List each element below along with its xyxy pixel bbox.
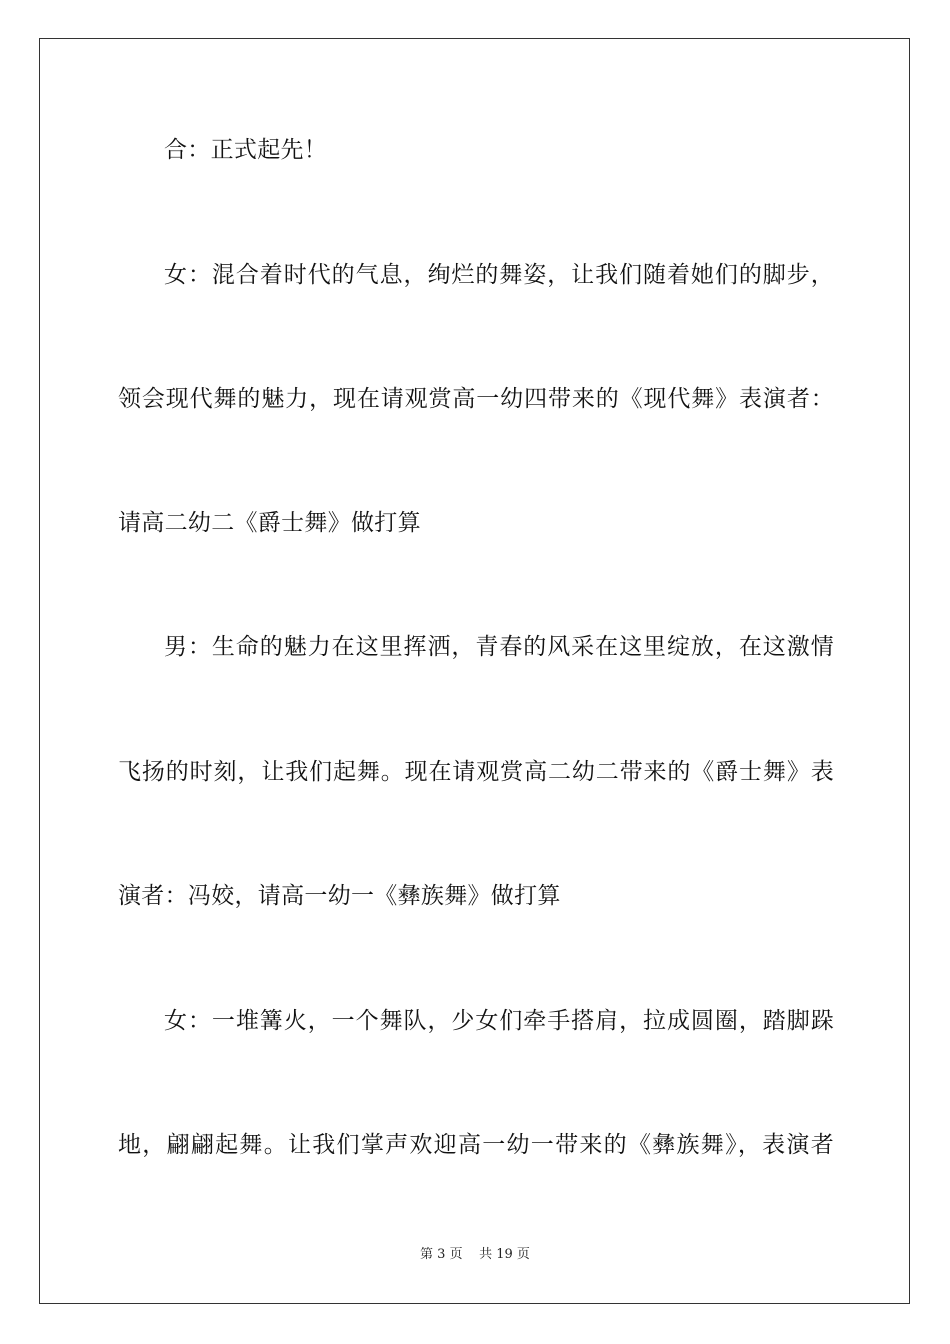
text-line-5: 男：生命的魅力在这里挥洒，青春的风采在这里绽放，在这激情 <box>164 634 834 660</box>
text-line-2: 女：混合着时代的气息，绚烂的舞姿，让我们随着她们的脚步， <box>164 262 834 288</box>
text-line-7: 演者：冯姣，请高一幼一《彝族舞》做打算 <box>118 883 561 909</box>
text-line-8: 女：一堆篝火，一个舞队，少女们牵手搭肩，拉成圆圈，踏脚跺 <box>164 1008 834 1034</box>
page-border <box>39 38 910 1304</box>
text-line-4: 请高二幼二《爵士舞》做打算 <box>118 510 421 536</box>
page-footer <box>0 1246 950 1264</box>
page-number: 第 3 页 <box>420 1247 463 1262</box>
text-line-9: 地，翩翩起舞。让我们掌声欢迎高一幼一带来的《彝族舞》，表演者 <box>118 1132 834 1158</box>
text-line-1: 合：正式起先！ <box>164 137 328 163</box>
text-line-6: 飞扬的时刻，让我们起舞。现在请观赏高二幼二带来的《爵士舞》表 <box>118 759 834 785</box>
text-line-3: 领会现代舞的魅力，现在请观赏高一幼四带来的《现代舞》表演者： <box>118 386 834 412</box>
page-total: 共 19 页 <box>479 1247 530 1262</box>
